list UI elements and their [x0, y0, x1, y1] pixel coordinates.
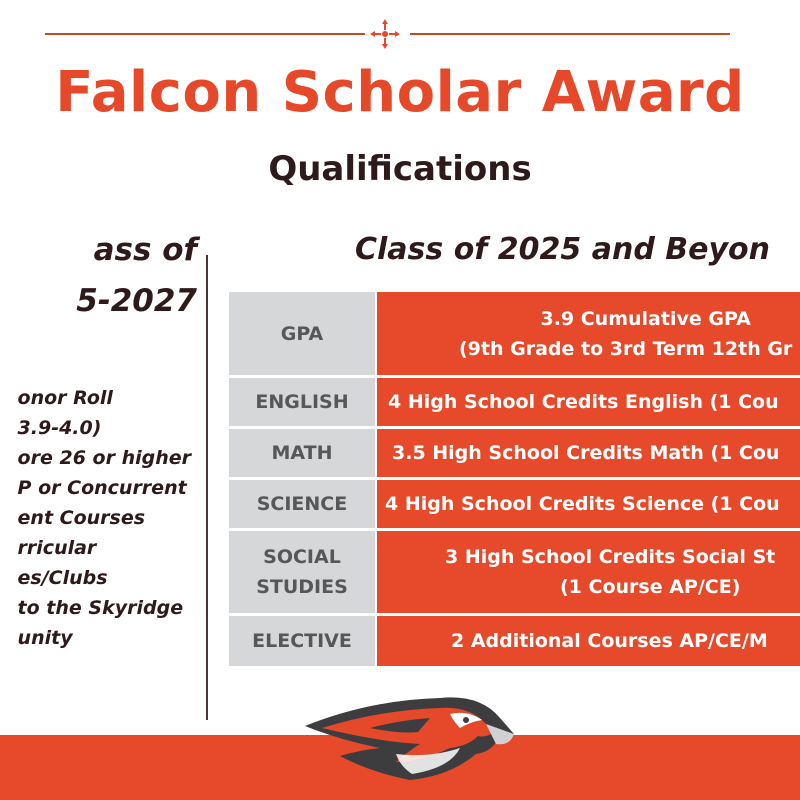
row-value-gpa: [377, 292, 800, 375]
column-divider: [206, 255, 208, 720]
top-rule-right: [410, 33, 730, 35]
table-row: [229, 616, 800, 666]
left-criteria-list: [18, 383, 191, 653]
table-row: [229, 480, 800, 528]
row-label-elective: ELECTIVE: [229, 616, 375, 666]
social-value-line2: (1 Course AP/CE): [560, 576, 741, 598]
row-value-english: [377, 378, 800, 426]
row-value-elective: [377, 616, 800, 666]
left-list-item: 3.9-4.0): [17, 417, 102, 439]
social-label-line1: SOCIAL: [263, 546, 341, 568]
row-value-social-studies: [377, 531, 800, 613]
table-row: [229, 292, 800, 375]
row-value-science: [377, 480, 800, 528]
table-row: [229, 378, 800, 426]
row-label-english: ENGLISH: [229, 378, 375, 426]
math-value: 3.5 High School Credits Math (1 Cou: [392, 442, 780, 464]
left-list-item: to the Skyridge: [17, 597, 184, 619]
table-row: [229, 531, 800, 613]
left-list-item: P or Concurrent: [17, 477, 187, 499]
left-list-item: rricular: [17, 537, 97, 559]
science-value: 4 High School Credits Science (1 Cou: [385, 493, 780, 515]
english-value: 4 High School Credits English (1 Cou: [388, 391, 779, 413]
fleur-cross-icon: [369, 18, 401, 50]
left-column: [0, 0, 205, 720]
falcon-mascot-logo: [300, 688, 520, 783]
table-row: [229, 429, 800, 477]
left-list-item: onor Roll: [17, 387, 113, 409]
left-heading-line2: 5-2027: [76, 283, 197, 319]
row-label-gpa: GPA: [229, 292, 375, 375]
left-list-item: unity: [17, 627, 73, 649]
social-value-line1: 3 High School Credits Social St: [445, 546, 776, 568]
row-label-science: SCIENCE: [229, 480, 375, 528]
row-label-social-studies: [229, 531, 375, 613]
social-label-line2: STUDIES: [256, 576, 348, 598]
elective-value: 2 Additional Courses AP/CE/M: [451, 630, 768, 652]
page-title: Falcon Scholar Award: [55, 60, 745, 125]
row-value-math: [377, 429, 800, 477]
row-label-math: MATH: [229, 429, 375, 477]
page-subtitle: Qualifications: [268, 149, 532, 189]
left-list-item: ore 26 or higher: [17, 447, 191, 469]
right-heading: Class of 2025 and Beyon: [355, 232, 771, 267]
left-list-item: ent Courses: [17, 507, 146, 529]
gpa-value-line1: 3.9 Cumulative GPA: [540, 307, 751, 330]
left-heading-line1: ass of: [93, 232, 197, 268]
left-list-item: es/Clubs: [17, 567, 108, 589]
gpa-value-line2: (9th Grade to 3rd Term 12th Gr: [459, 337, 793, 360]
